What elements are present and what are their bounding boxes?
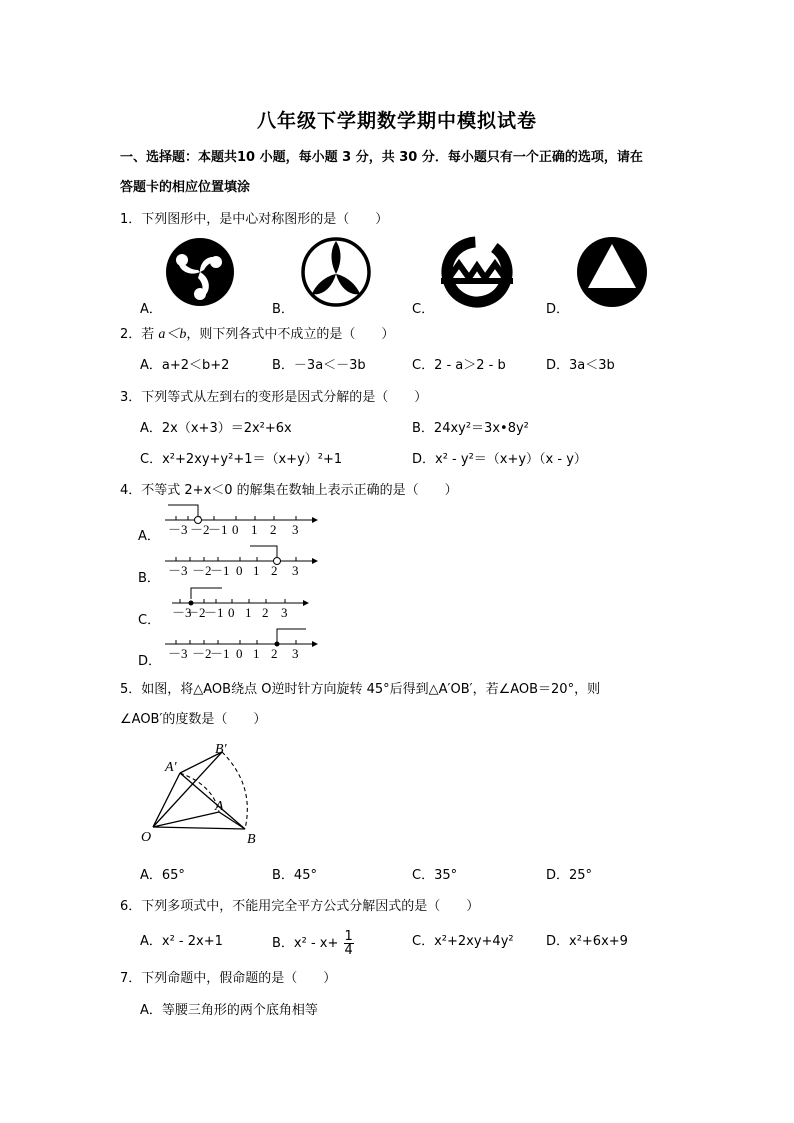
q3-option-d[interactable]: D．x² - y²＝（x+y）（x - y） bbox=[412, 452, 587, 467]
axis-label: －3 bbox=[168, 563, 188, 578]
axis-label: －3 bbox=[168, 522, 188, 537]
section-header-line1: 一、选择题：本题共10 小题，每小题 3 分，共 30 分．每小题只有一个正确的选项，请在 bbox=[120, 150, 643, 165]
number-line-b bbox=[160, 541, 320, 581]
axis-label: 2 bbox=[271, 563, 278, 578]
section-header-line2: 答题卡的相应位置填涂 bbox=[120, 180, 251, 195]
triangle-in-circle-icon bbox=[572, 234, 652, 310]
q1-option-c[interactable]: C． bbox=[412, 302, 435, 317]
axis-label: 2 bbox=[270, 522, 277, 537]
q4-option-a[interactable]: A． bbox=[138, 529, 160, 544]
page-title: 八年级下学期数学期中模拟试卷 bbox=[256, 110, 537, 132]
number-line-a bbox=[160, 500, 320, 540]
q5-option-d[interactable]: D．25° bbox=[546, 868, 593, 883]
number-line-c bbox=[160, 583, 320, 623]
q2-option-a[interactable]: A．a+2＜b+2 bbox=[140, 358, 230, 373]
question-1-stem: 1．下列图形中，是中心对称图形的是（ ） bbox=[120, 212, 389, 227]
fraction-one-quarter bbox=[344, 930, 354, 957]
q6-option-a[interactable]: A．x² - 2x+1 bbox=[140, 934, 223, 949]
label-b-prime: B′ bbox=[215, 742, 227, 757]
label-b: B bbox=[247, 832, 256, 847]
fraction-numerator: 1 bbox=[344, 929, 353, 944]
question-2-stem: 2．若 a＜b，则下列各式中不成立的是（ ） bbox=[120, 327, 395, 342]
rotation-figure bbox=[135, 735, 270, 850]
axis-label: －3 bbox=[172, 605, 192, 620]
question-7-stem: 7．下列命题中，假命题的是（ ） bbox=[120, 971, 337, 986]
q3-option-a[interactable]: A．2x（x+3）＝2x²+6x bbox=[140, 421, 292, 436]
fraction-denominator: 4 bbox=[344, 943, 353, 958]
axis-label: －2 bbox=[190, 522, 210, 537]
question-5-stem-line2: ∠AOB′的度数是（ ） bbox=[120, 712, 267, 727]
label-o: O bbox=[141, 830, 152, 845]
q4-option-d[interactable]: D． bbox=[138, 654, 162, 669]
q7-option-a[interactable]: A．等腰三角形的两个底角相等 bbox=[140, 1003, 318, 1018]
question-5-stem-line1: 5．如图，将△AOB绕点 O逆时针方向旋转 45°后得到△A′OB′，若∠AOB＝20°，则 bbox=[120, 682, 601, 697]
axis-label: 2 bbox=[262, 605, 269, 620]
axis-label: 0 bbox=[236, 563, 243, 578]
axis-label: 1 bbox=[251, 522, 258, 537]
axis-label: 3 bbox=[292, 522, 299, 537]
axis-label: 2 bbox=[271, 646, 278, 661]
axis-label: －1 bbox=[210, 563, 230, 578]
q5-option-b[interactable]: B．45° bbox=[272, 868, 317, 883]
axis-label: 0 bbox=[228, 605, 235, 620]
axis-label: －1 bbox=[208, 522, 228, 537]
axis-label: －1 bbox=[210, 646, 230, 661]
q1-option-a[interactable]: A． bbox=[140, 302, 162, 317]
axis-label: －3 bbox=[168, 646, 188, 661]
axis-label: 1 bbox=[245, 605, 252, 620]
label-a: A bbox=[215, 799, 224, 814]
q3-option-b[interactable]: B．24xy²＝3x•8y² bbox=[412, 421, 529, 436]
q6-option-c[interactable]: C．x²+2xy+4y² bbox=[412, 934, 514, 949]
q4-option-b[interactable]: B． bbox=[138, 571, 160, 586]
number-line-d bbox=[160, 624, 320, 664]
axis-label: －2 bbox=[186, 605, 206, 620]
three-petal-icon bbox=[296, 234, 376, 310]
q1-option-b[interactable]: B． bbox=[272, 302, 294, 317]
question-3-stem: 3．下列等式从左到右的变形是因式分解的是（ ） bbox=[120, 390, 428, 405]
axis-label: 0 bbox=[236, 646, 243, 661]
q4-option-c[interactable]: C． bbox=[138, 613, 161, 628]
axis-label: 3 bbox=[292, 646, 299, 661]
q2-option-c[interactable]: C．2 - a＞2 - b bbox=[412, 358, 506, 373]
axis-label: －2 bbox=[192, 646, 212, 661]
q3-option-c[interactable]: C．x²+2xy+y²+1＝（x+y）²+1 bbox=[140, 452, 343, 467]
axis-label: 1 bbox=[253, 646, 260, 661]
q5-option-c[interactable]: C．35° bbox=[412, 868, 458, 883]
q1-option-d[interactable]: D． bbox=[546, 302, 570, 317]
q5-option-a[interactable]: A．65° bbox=[140, 868, 185, 883]
label-a-prime: A′ bbox=[165, 760, 177, 775]
q2-option-d[interactable]: D．3a＜3b bbox=[546, 358, 615, 373]
q6-option-d[interactable]: D．x²+6x+9 bbox=[546, 934, 628, 949]
axis-label: －2 bbox=[192, 563, 212, 578]
q2-option-b[interactable]: B．－3a＜－3b bbox=[272, 358, 366, 373]
question-6-stem: 6．下列多项式中，不能用完全平方公式分解因式的是（ ） bbox=[120, 899, 480, 914]
metro-logo-icon bbox=[437, 234, 517, 310]
axis-label: 3 bbox=[292, 563, 299, 578]
axis-label: 1 bbox=[253, 563, 260, 578]
axis-label: －1 bbox=[204, 605, 224, 620]
tomoe-swirl-icon bbox=[160, 234, 240, 310]
q6-option-b[interactable]: B．x² - x+ $\frac{1}{4}$ bbox=[272, 929, 353, 958]
axis-label: 3 bbox=[281, 605, 288, 620]
axis-label: 0 bbox=[232, 522, 239, 537]
question-4-stem: 4．不等式 2+x＜0 的解集在数轴上表示正确的是（ ） bbox=[120, 483, 458, 498]
